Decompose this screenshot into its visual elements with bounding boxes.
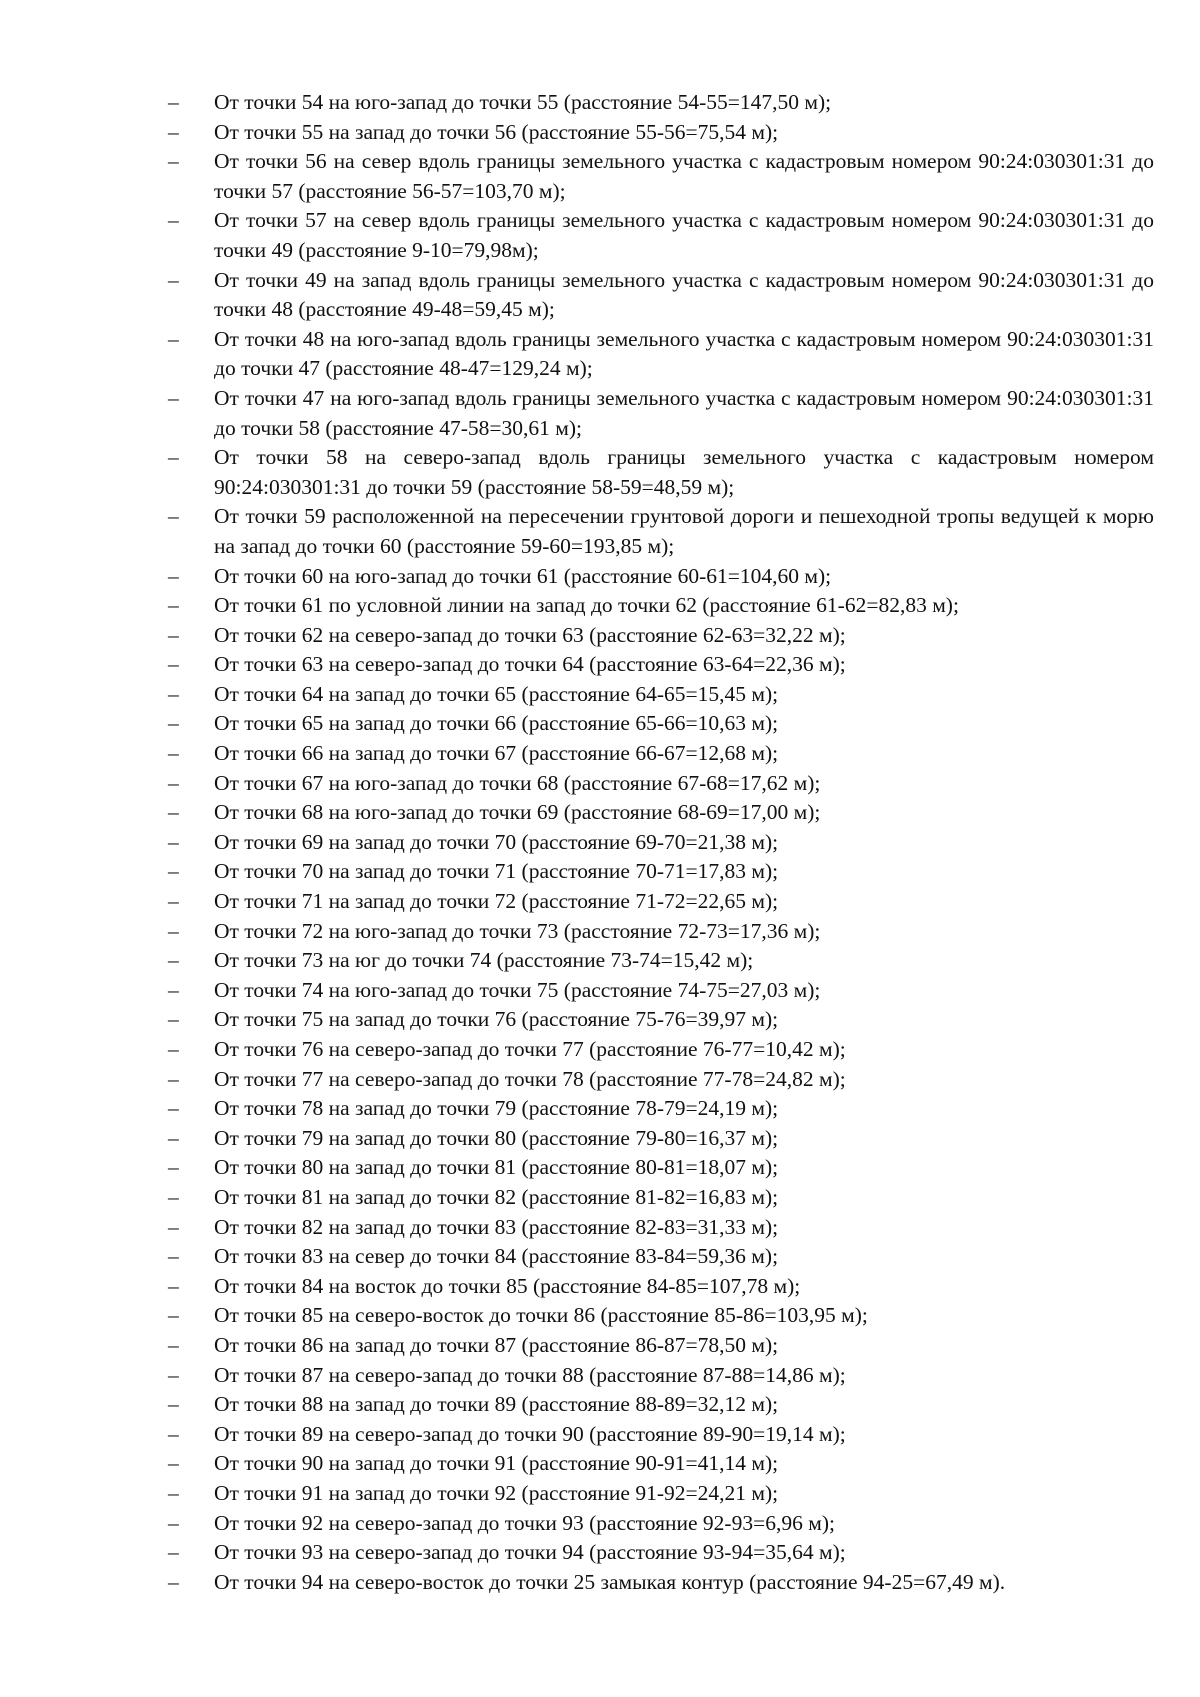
list-item-text: От точки 81 на запад до точки 82 (расстояние 81-82=16,83 м); bbox=[214, 1184, 779, 1209]
list-item-text: От точки 49 на запад вдоль границы земельного участка с кадастровым номером 90:24:030301:31 до точки 48 (расстояние 49-48=59,45 м); bbox=[214, 267, 1154, 322]
list-item bbox=[168, 1183, 1154, 1213]
list-item-text: От точки 71 на запад до точки 72 (расстояние 71-72=22,65 м); bbox=[214, 889, 779, 914]
list-item bbox=[168, 887, 1154, 917]
list-item-text: От точки 48 на юго-запад вдоль границы земельного участка с кадастровым номером 90:24:030301:31 до точки 47 (расстояние 48-47=129,24 м); bbox=[214, 326, 1154, 381]
list-item bbox=[168, 1213, 1154, 1243]
list-item-text: От точки 55 на запад до точки 56 (расстояние 55-56=75,54 м); bbox=[214, 119, 779, 144]
list-bullet: – bbox=[168, 326, 179, 351]
list-bullet: – bbox=[168, 208, 179, 233]
list-item-text: От точки 80 на запад до точки 81 (расстояние 80-81=18,07 м); bbox=[214, 1155, 779, 1180]
list-bullet: – bbox=[168, 504, 179, 529]
list-item-text: От точки 65 на запад до точки 66 (расстояние 65-66=10,63 м); bbox=[214, 711, 779, 736]
list-item-text: От точки 47 на юго-запад вдоль границы земельного участка с кадастровым номером 90:24:030301:31 до точки 58 (расстояние 47-58=30,61 м); bbox=[214, 385, 1154, 440]
list-item-text: От точки 92 на северо-запад до точки 93 (расстояние 92-93=6,96 м); bbox=[214, 1510, 835, 1535]
list-item-text: От точки 88 на запад до точки 89 (расстояние 88-89=32,12 м); bbox=[214, 1392, 779, 1417]
list-item bbox=[168, 680, 1154, 710]
list-item-text: От точки 60 на юго-запад до точки 61 (расстояние 60-61=104,60 м); bbox=[214, 563, 832, 588]
list-bullet: – bbox=[168, 829, 179, 854]
list-bullet: – bbox=[168, 1037, 179, 1061]
list-bullet: – bbox=[168, 1540, 179, 1565]
list-item-text: От точки 91 на запад до точки 92 (расстояние 91-92=24,21 м); bbox=[214, 1480, 779, 1505]
list-item bbox=[168, 562, 1154, 592]
list-bullet: – bbox=[168, 1569, 179, 1594]
list-bullet: – bbox=[168, 1244, 179, 1269]
list-item bbox=[168, 206, 1154, 265]
list-item bbox=[168, 976, 1154, 1006]
list-bullet: – bbox=[168, 1303, 179, 1328]
list-bullet: – bbox=[168, 1510, 179, 1535]
list-item-text: От точки 56 на север вдоль границы земельного участка с кадастровым номером 90:24:030301:31 до точки 57 (расстояние 56-57=103,70 м); bbox=[214, 149, 1154, 203]
list-bullet: – bbox=[168, 918, 179, 943]
list-item-text: От точки 78 на запад до точки 79 (расстояние 78-79=24,19 м); bbox=[214, 1096, 779, 1121]
list-bullet: – bbox=[168, 119, 179, 144]
list-item bbox=[168, 591, 1154, 621]
list-bullet: – bbox=[168, 1332, 179, 1357]
list-bullet: – bbox=[168, 1096, 179, 1121]
list-item-text: От точки 62 на северо-запад до точки 63 (расстояние 62-63=32,22 м); bbox=[214, 622, 846, 647]
list-item-text: От точки 58 на северо-запад вдоль границы земельного участка с кадастровым номером 90:24:030301:31 до точки 59 (расстояние 58-59=48,59 м); bbox=[214, 445, 1154, 499]
list-item bbox=[168, 917, 1154, 947]
list-item bbox=[168, 1242, 1154, 1272]
list-bullet: – bbox=[168, 889, 179, 914]
list-item-text: От точки 85 на северо-восток до точки 86 (расстояние 85-86=103,95 м); bbox=[214, 1303, 868, 1328]
list-item bbox=[168, 325, 1154, 384]
list-item bbox=[168, 1479, 1154, 1509]
list-item bbox=[168, 1094, 1154, 1124]
list-item bbox=[168, 1005, 1154, 1035]
list-item bbox=[168, 709, 1154, 739]
list-item-text: От точки 61 по условной линии на запад до точки 62 (расстояние 61-62=82,83 м); bbox=[214, 593, 959, 618]
list-bullet: – bbox=[168, 1214, 179, 1239]
list-bullet: – bbox=[168, 90, 179, 114]
list-item-text: От точки 67 на юго-запад до точки 68 (расстояние 67-68=17,62 м); bbox=[214, 770, 821, 795]
list-bullet: – bbox=[168, 1392, 179, 1417]
list-item bbox=[168, 1035, 1154, 1065]
list-item bbox=[168, 384, 1154, 443]
list-bullet: – bbox=[168, 385, 179, 410]
list-item bbox=[168, 739, 1154, 769]
list-item bbox=[168, 1420, 1154, 1450]
list-item bbox=[168, 1538, 1154, 1568]
list-bullet: – bbox=[168, 1362, 179, 1387]
list-item bbox=[168, 88, 1154, 118]
list-item-text: От точки 63 на северо-запад до точки 64 (расстояние 63-64=22,36 м); bbox=[214, 652, 846, 677]
list-item-text: От точки 75 на запад до точки 76 (расстояние 75-76=39,97 м); bbox=[214, 1007, 779, 1032]
list-bullet: – bbox=[168, 681, 179, 706]
list-item-text: От точки 57 на север вдоль границы земельного участка с кадастровым номером 90:24:030301:31 до точки 49 (расстояние 9-10=79,98м); bbox=[214, 208, 1154, 262]
list-item-text: От точки 76 на северо-запад до точки 77 (расстояние 76-77=10,42 м); bbox=[214, 1037, 846, 1061]
list-item-text: От точки 68 на юго-запад до точки 69 (расстояние 68-69=17,00 м); bbox=[214, 800, 821, 825]
list-bullet: – bbox=[168, 445, 179, 470]
list-bullet: – bbox=[168, 1066, 179, 1091]
list-bullet: – bbox=[168, 1480, 179, 1505]
list-item bbox=[168, 798, 1154, 828]
list-item bbox=[168, 443, 1154, 502]
list-item-text: От точки 93 на северо-запад до точки 94 (расстояние 93-94=35,64 м); bbox=[214, 1540, 846, 1565]
list-item-text: От точки 84 на восток до точки 85 (расстояние 84-85=107,78 м); bbox=[214, 1273, 801, 1298]
list-item-text: От точки 69 на запад до точки 70 (расстояние 69-70=21,38 м); bbox=[214, 829, 779, 854]
list-item bbox=[168, 1153, 1154, 1183]
list-item bbox=[168, 502, 1154, 561]
list-item-text: От точки 87 на северо-запад до точки 88 (расстояние 87-88=14,86 м); bbox=[214, 1362, 846, 1387]
list-bullet: – bbox=[168, 1007, 179, 1032]
list-bullet: – bbox=[168, 800, 179, 825]
boundary-description-list bbox=[168, 88, 1154, 1597]
list-item-text: От точки 86 на запад до точки 87 (расстояние 86-87=78,50 м); bbox=[214, 1332, 779, 1357]
list-bullet: – bbox=[168, 1451, 179, 1476]
list-bullet: – bbox=[168, 652, 179, 677]
list-item bbox=[168, 1509, 1154, 1539]
list-item bbox=[168, 650, 1154, 680]
list-bullet: – bbox=[168, 1155, 179, 1180]
list-item-text: От точки 82 на запад до точки 83 (расстояние 82-83=31,33 м); bbox=[214, 1214, 779, 1239]
list-item bbox=[168, 857, 1154, 887]
list-item-text: От точки 83 на север до точки 84 (расстояние 83-84=59,36 м); bbox=[214, 1244, 779, 1269]
list-item-text: От точки 74 на юго-запад до точки 75 (расстояние 74-75=27,03 м); bbox=[214, 977, 821, 1002]
list-item bbox=[168, 266, 1154, 325]
list-item bbox=[168, 769, 1154, 799]
list-bullet: – bbox=[168, 563, 179, 588]
list-item bbox=[168, 1065, 1154, 1095]
list-item-text: От точки 89 на северо-запад до точки 90 (расстояние 89-90=19,14 м); bbox=[214, 1421, 846, 1446]
list-bullet: – bbox=[168, 267, 179, 292]
list-bullet: – bbox=[168, 770, 179, 795]
list-item-text: От точки 66 на запад до точки 67 (расстояние 66-67=12,68 м); bbox=[214, 741, 779, 766]
list-item-text: От точки 90 на запад до точки 91 (расстояние 90-91=41,14 м); bbox=[214, 1451, 779, 1476]
list-item-text: От точки 73 на юг до точки 74 (расстояние 73-74=15,42 м); bbox=[214, 948, 754, 973]
list-item-text: От точки 59 расположенной на пересечении грунтовой дороги и пешеходной тропы ведущей к морю на запад до точки 60 (расстояние 59-60=193,85 м); bbox=[214, 504, 1154, 558]
list-item bbox=[168, 1301, 1154, 1331]
list-item bbox=[168, 1331, 1154, 1361]
list-bullet: – bbox=[168, 593, 179, 618]
list-bullet: – bbox=[168, 1184, 179, 1209]
list-bullet: – bbox=[168, 1421, 179, 1446]
list-bullet: – bbox=[168, 711, 179, 736]
list-item bbox=[168, 828, 1154, 858]
list-item bbox=[168, 621, 1154, 651]
list-item-text: От точки 54 на юго-запад до точки 55 (расстояние 54-55=147,50 м); bbox=[214, 90, 832, 114]
list-item bbox=[168, 1449, 1154, 1479]
list-item-text: От точки 79 на запад до точки 80 (расстояние 79-80=16,37 м); bbox=[214, 1125, 779, 1150]
list-bullet: – bbox=[168, 741, 179, 766]
list-bullet: – bbox=[168, 149, 179, 174]
list-bullet: – bbox=[168, 977, 179, 1002]
list-item-text: От точки 72 на юго-запад до точки 73 (расстояние 72-73=17,36 м); bbox=[214, 918, 821, 943]
list-item-text: От точки 94 на северо-восток до точки 25 замыкая контур (расстояние 94-25=67,49 м). bbox=[214, 1569, 1006, 1594]
list-item bbox=[168, 1124, 1154, 1154]
list-item bbox=[168, 1361, 1154, 1391]
list-item bbox=[168, 946, 1154, 976]
list-item-text: От точки 70 на запад до точки 71 (расстояние 70-71=17,83 м); bbox=[214, 859, 779, 884]
list-item-text: От точки 77 на северо-запад до точки 78 (расстояние 77-78=24,82 м); bbox=[214, 1066, 846, 1091]
list-bullet: – bbox=[168, 1125, 179, 1150]
list-item bbox=[168, 1390, 1154, 1420]
list-item-text: От точки 64 на запад до точки 65 (расстояние 64-65=15,45 м); bbox=[214, 681, 779, 706]
list-item bbox=[168, 1568, 1154, 1598]
list-item bbox=[168, 1272, 1154, 1302]
list-bullet: – bbox=[168, 1273, 179, 1298]
list-bullet: – bbox=[168, 859, 179, 884]
list-item bbox=[168, 147, 1154, 206]
list-item bbox=[168, 118, 1154, 148]
list-bullet: – bbox=[168, 948, 179, 973]
list-bullet: – bbox=[168, 622, 179, 647]
